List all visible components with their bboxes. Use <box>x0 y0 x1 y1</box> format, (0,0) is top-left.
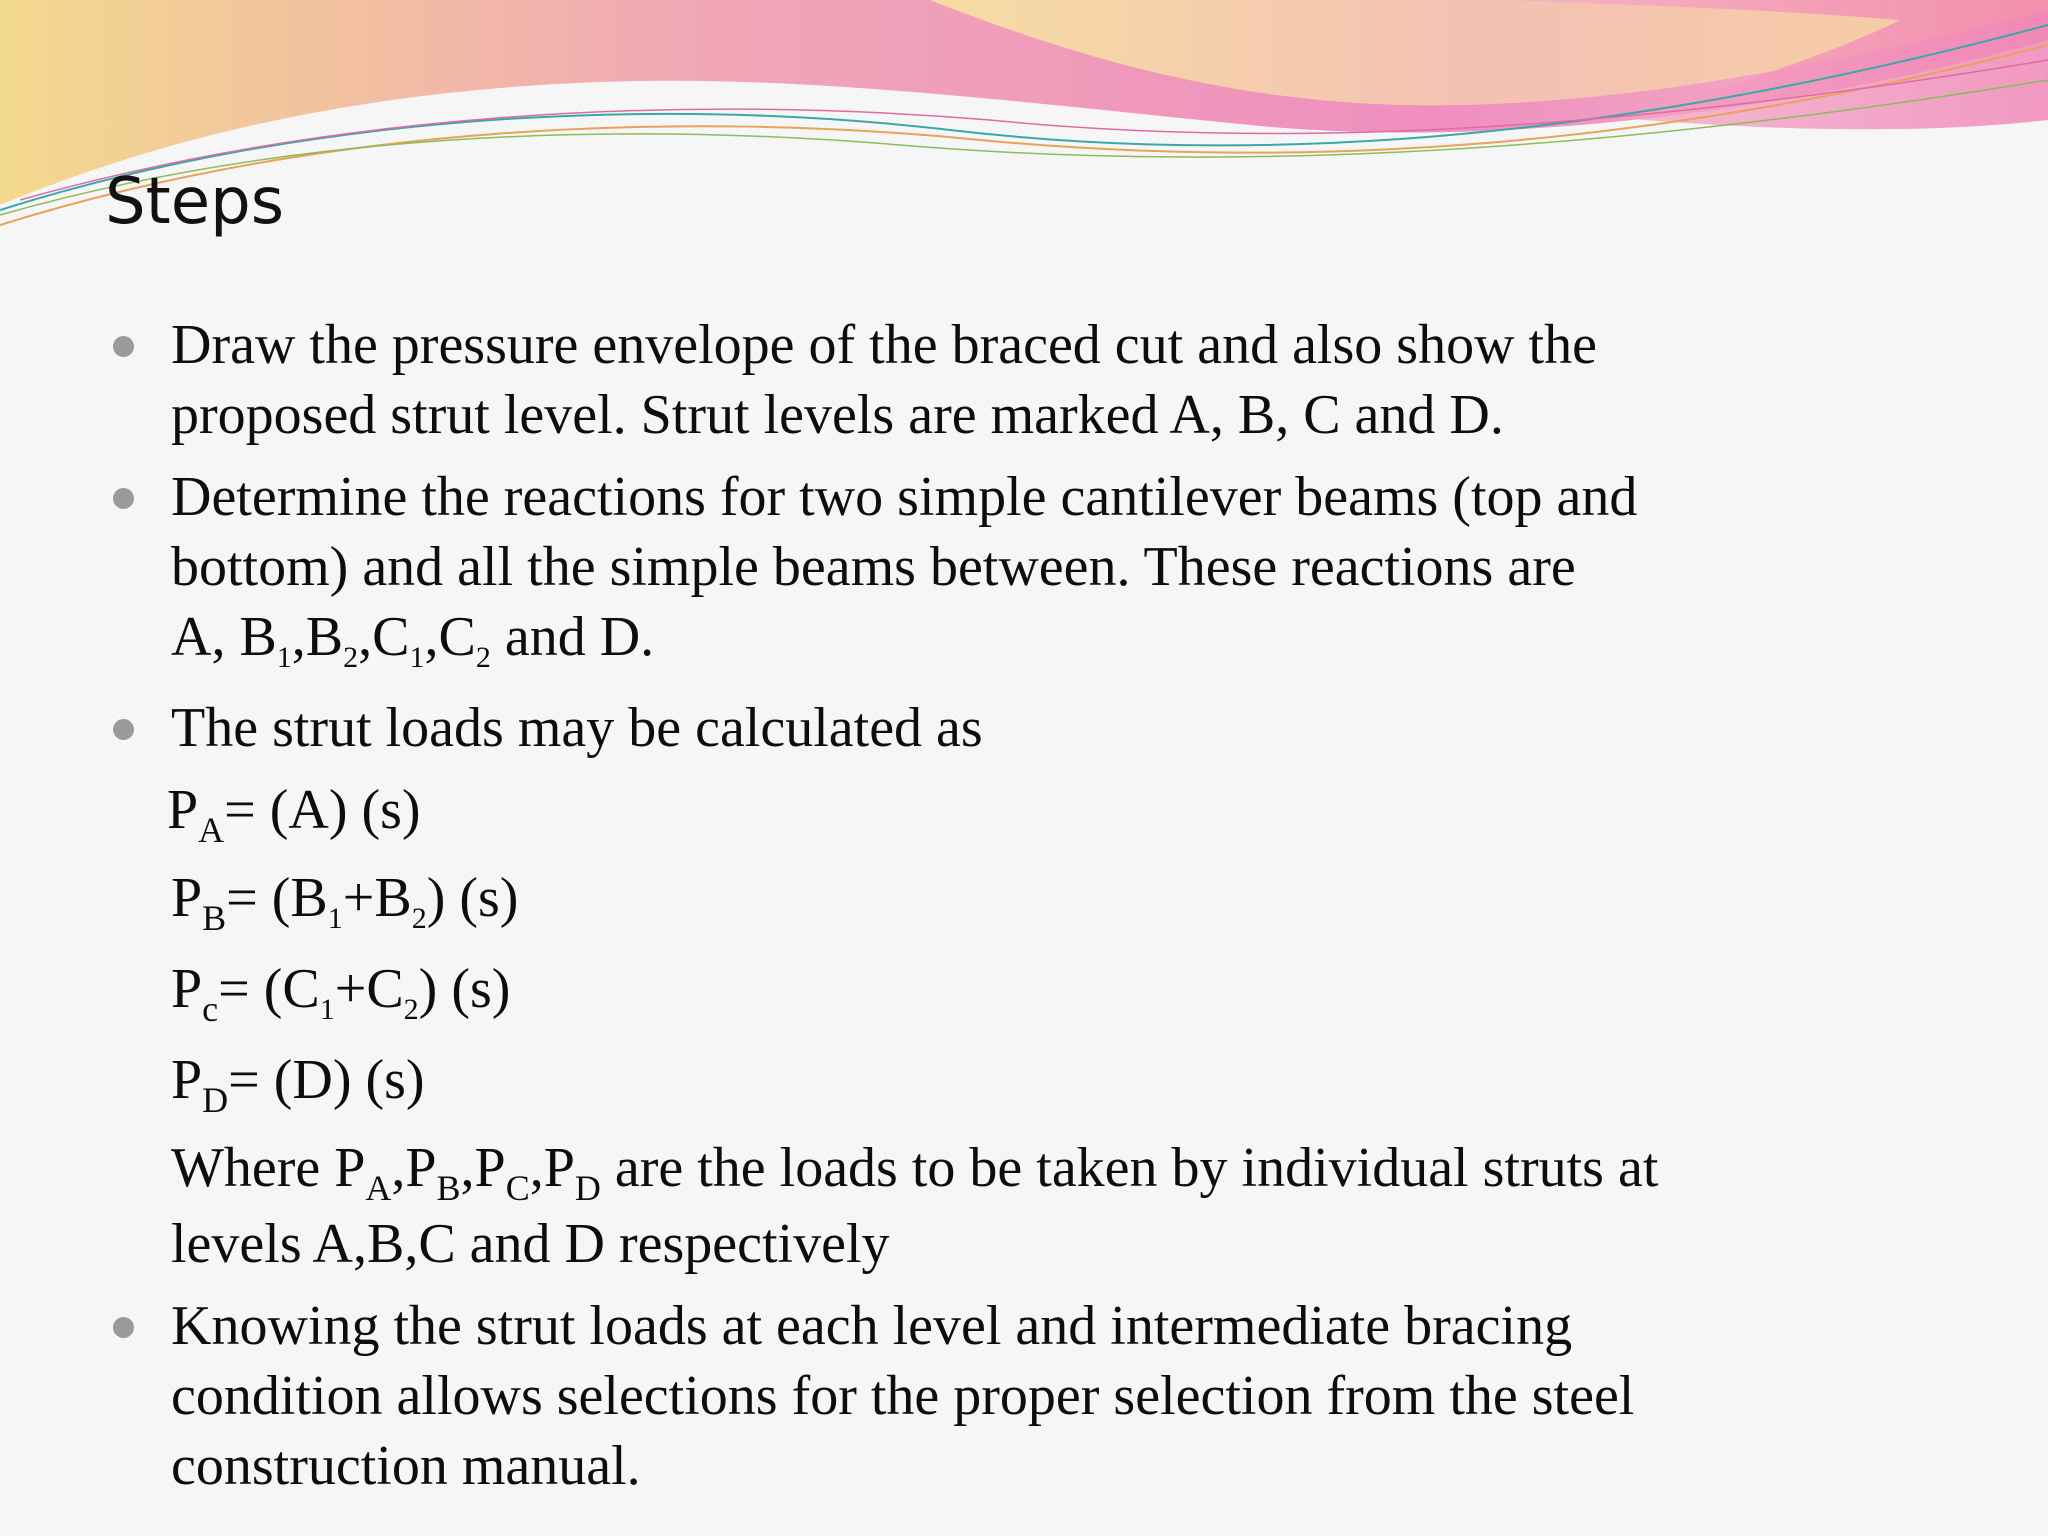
formula-pc: $P_c= (C_1+C_2)$ (s) <box>171 958 511 1029</box>
bullet-icon <box>113 1317 134 1338</box>
where-line: Where $P_A,P_B,P_C,P_D$ are the loads to be taken by individual struts at <box>171 1137 1659 1208</box>
formula-pb: $P_B= (B_1+B_2)$ (s) <box>171 867 519 938</box>
slide-body <box>112 310 1912 1513</box>
formula-block <box>112 775 1912 1279</box>
slide-title: Steps <box>105 165 285 239</box>
list-item <box>112 1291 1912 1501</box>
bullet-text-line: condition allows selections for the proper selection from the steel <box>171 1365 1635 1427</box>
bullet-text-line: proposed strut level. Strut levels are marked A, B, C and D. <box>171 384 1504 446</box>
where-line-2: levels A,B,C and D respectively <box>171 1213 890 1275</box>
list-item <box>112 462 1912 681</box>
bullet-icon <box>113 336 134 357</box>
bullet-text-line: construction manual. <box>171 1435 641 1497</box>
bullet-text-line: The strut loads may be calculated as <box>171 697 983 759</box>
bullet-text-line: Determine the reactions for two simple cantilever beams (top and <box>171 466 1638 528</box>
formula-pd: $P_D= (D)$ (s) <box>171 1049 425 1120</box>
reactions-line: A, $B_1,B_2,C_1,C_2$ and D. <box>171 606 655 674</box>
list-item <box>112 310 1912 450</box>
decorative-wave-header <box>0 0 2048 260</box>
bullet-text-line: Knowing the strut loads at each level and intermediate bracing <box>171 1295 1573 1357</box>
bullet-text-line: bottom) and all the simple beams between. These reactions are <box>171 536 1576 598</box>
bullet-icon <box>113 719 134 740</box>
formula-pa: $P_A= (A)$ (s) <box>167 779 421 850</box>
list-item <box>112 693 1912 763</box>
bullet-icon <box>113 488 134 509</box>
bullet-text-line: Draw the pressure envelope of the braced cut and also show the <box>171 314 1597 376</box>
